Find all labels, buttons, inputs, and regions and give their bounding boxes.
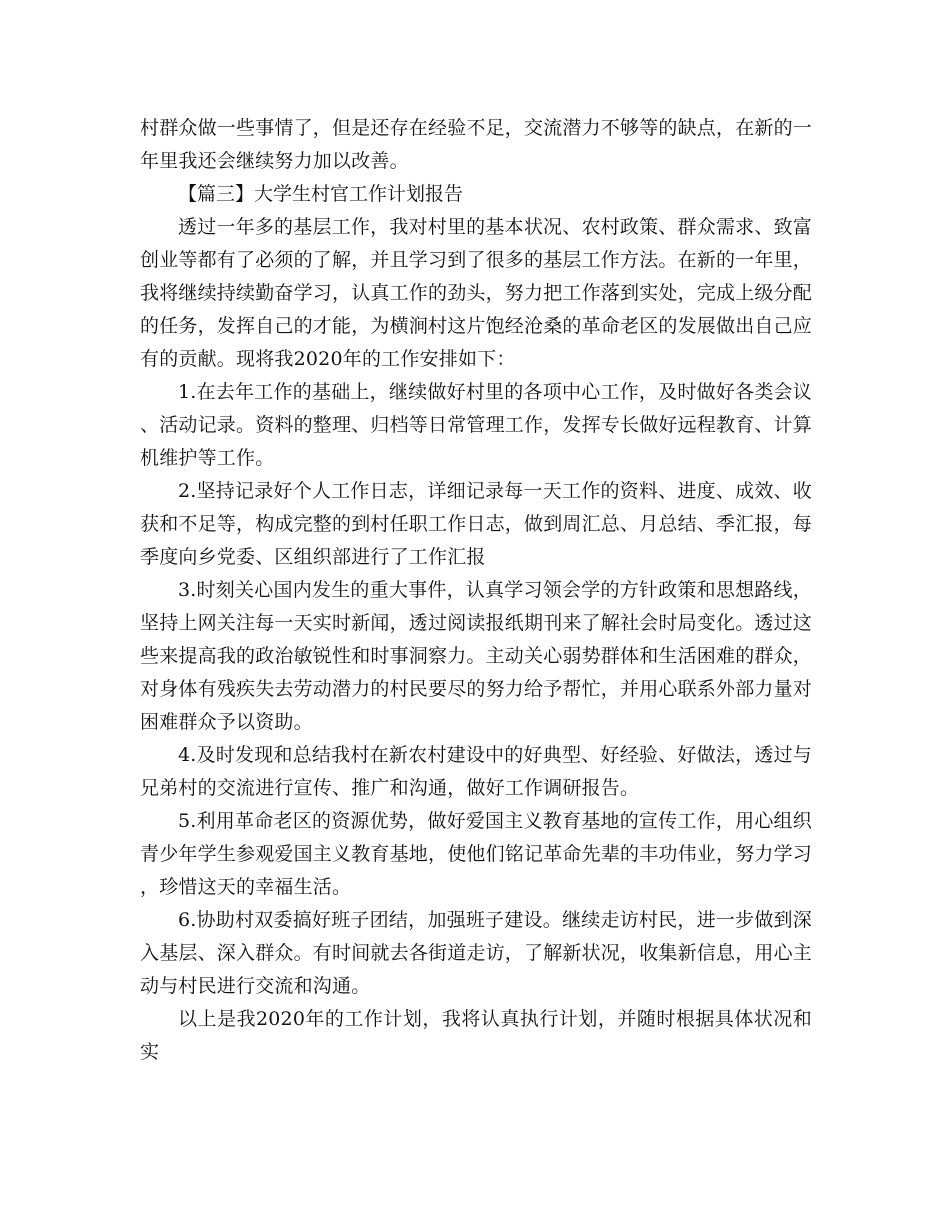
- list-item-2: 2.坚持记录好个人工作日志，详细记录每一天工作的资料、进度、成效、收获和不足等，构成完整的到村任职工作日志，做到周汇总、月总结、季汇报，每季度向乡党委、区组织部进行了工作汇报: [140, 480, 813, 568]
- paragraph-continuation: 村群众做一些事情了，但是还存在经验不足，交流潜力不够等的缺点，在新的一年里我还会继续努力加以改善。: [140, 117, 813, 172]
- paragraph-closing: 以上是我2020年的工作计划，我将认真执行计划，并随时根据具体状况和实: [140, 1008, 812, 1063]
- list-item-3: 3.时刻关心国内发生的重大事件，认真学习领会学的方针政策和思想路线，坚持上网关注每一天实时新闻，透过阅读报纸期刊来了解社会时局变化。透过这些来提高我的政治敏锐性和时事洞察力。主动关心弱势群体和生活困难的群众，对身体有残疾失去劳动潜力的村民要尽的努力给予帮忙，并用心联系外部力量对困难群众予以资助。: [140, 579, 813, 733]
- list-item-1: 1.在去年工作的基础上，继续做好村里的各项中心工作，及时做好各类会议、活动记录。资料的整理、归档等日常管理工作，发挥专长做好远程教育、计算机维护等工作。: [140, 381, 813, 469]
- list-item-6: 6.协助村双委搞好班子团结，加强班子建设。继续走访村民，进一步做到深入基层、深入群众。有时间就去各街道走访，了解新状况，收集新信息，用心主动与村民进行交流和沟通。: [140, 909, 813, 997]
- list-item-4: 4.及时发现和总结我村在新农村建设中的好典型、好经验、好做法，透过与兄弟村的交流进行宣传、推广和沟通，做好工作调研报告。: [140, 744, 812, 799]
- section-heading: 【篇三】大学生村官工作计划报告: [178, 183, 464, 205]
- paragraph-intro: 透过一年多的基层工作，我对村里的基本状况、农村政策、群众需求、致富创业等都有了必须的了解，并且学习到了很多的基层工作方法。在新的一年里，我将继续持续勤奋学习，认真工作的劲头，努力把工作落到实处，完成上级分配的任务，发挥自己的才能，为横涧村这片饱经沧桑的革命老区的发展做出自己应有的贡献。现将我2020年的工作安排如下：: [140, 216, 813, 370]
- document-body: [140, 112, 812, 1069]
- list-item-5: 5.利用革命老区的资源优势，做好爱国主义教育基地的宣传工作，用心组织青少年学生参观爱国主义教育基地，使他们铭记革命先辈的丰功伟业，努力学习，珍惜这天的幸福生活。: [140, 810, 813, 898]
